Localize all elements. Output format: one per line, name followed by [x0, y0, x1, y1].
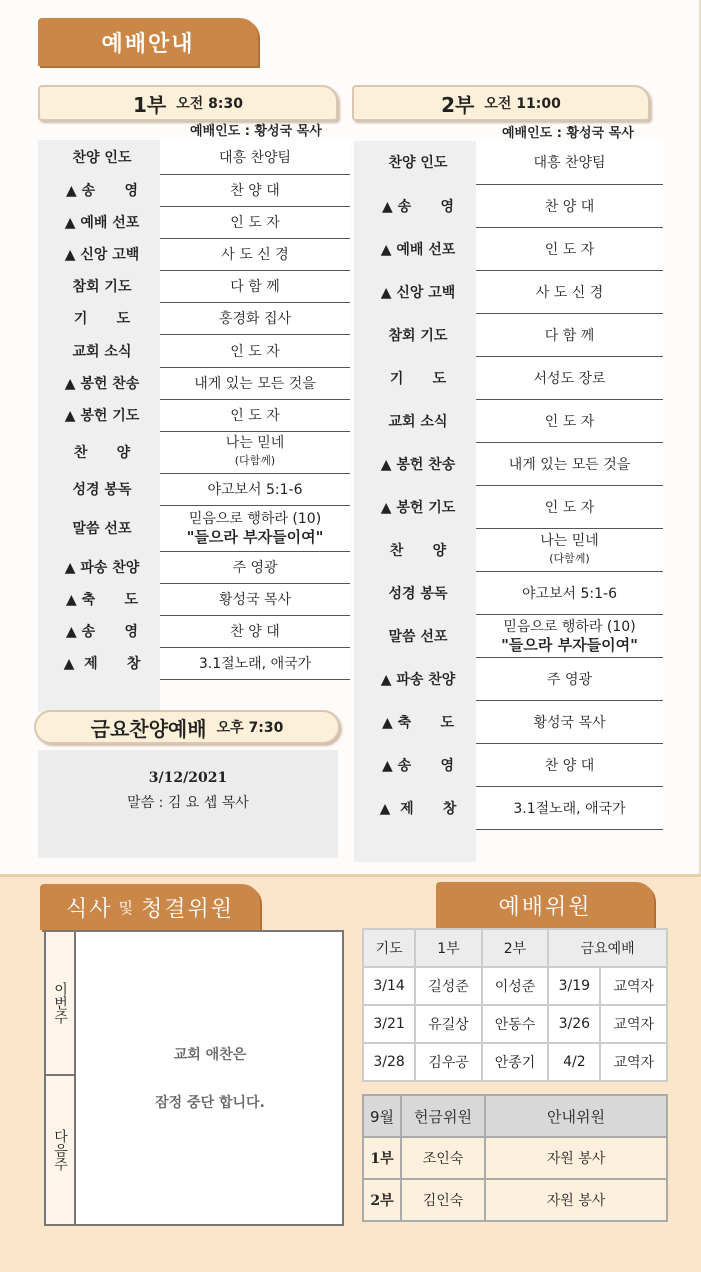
order-row [354, 227, 663, 270]
order-value: 찬 양 대 [160, 615, 350, 647]
order-value: 주 영광 [476, 657, 663, 700]
worship-committee-title: 예배위원 [436, 882, 654, 928]
committee-cell: 안종기 [482, 1043, 549, 1081]
order-label: 찬 양 [354, 528, 476, 571]
order-label: 참회 기도 [38, 270, 160, 302]
offering-service: 1부 [363, 1137, 401, 1179]
order-value: 찬 양 대 [476, 743, 663, 786]
order-row [354, 528, 663, 571]
committee-header: 1부 [415, 929, 482, 967]
order-row [354, 399, 663, 442]
order-padding-row [38, 679, 350, 711]
order-label: ▲ 봉헌 찬송 [354, 442, 476, 485]
offering-row [363, 1137, 667, 1179]
order-value: 3.1절노래, 애국가 [476, 786, 663, 829]
order-value: 사 도 신 경 [476, 270, 663, 313]
order-value: 서성도 장로 [476, 356, 663, 399]
usher-member: 자원 봉사 [485, 1179, 667, 1221]
order-value [476, 614, 663, 657]
cleaning-title-meal: 식사 [65, 896, 113, 922]
order-row [354, 614, 663, 657]
order-label: ▲ 송 영 [354, 743, 476, 786]
cleaning-committee-title [40, 884, 260, 930]
order-value: 황성국 목사 [160, 583, 350, 615]
order-row [354, 141, 663, 184]
usher-member: 자원 봉사 [485, 1137, 667, 1179]
order-value: 주 영광 [160, 551, 350, 583]
offering-usher-table [362, 1094, 668, 1222]
order-label: 찬양 인도 [354, 141, 476, 184]
order-value: 다 함 께 [160, 270, 350, 302]
committee-cell: 4/2 [548, 1043, 600, 1081]
committee-cell: 3/19 [548, 967, 600, 1005]
offering-member: 조인숙 [401, 1137, 485, 1179]
order-row [38, 367, 350, 399]
order-row [38, 270, 350, 302]
committee-cell: 교역자 [600, 967, 667, 1005]
service2-leader: 예배인도 : 황성국 목사 [502, 126, 634, 141]
committee-header: 기도 [363, 929, 415, 967]
offering-row [363, 1179, 667, 1221]
offering-member: 김인숙 [401, 1179, 485, 1221]
order-label: ▲ 송 영 [354, 184, 476, 227]
cleaning-message-line2: 잠정 중단 합니다. [155, 1095, 265, 1111]
order-label: 기 도 [354, 356, 476, 399]
order-value: 인 도 자 [476, 485, 663, 528]
order-padding-row [354, 829, 663, 861]
committee-cell: 안동수 [482, 1005, 549, 1043]
committee-cell: 3/26 [548, 1005, 600, 1043]
order-label: 말씀 선포 [38, 505, 160, 551]
order-row [354, 313, 663, 356]
offering-month: 9월 [363, 1095, 401, 1137]
cleaning-committee-box [44, 930, 344, 1226]
order-label: 성경 봉독 [38, 473, 160, 505]
order-value: 인 도 자 [160, 206, 350, 238]
worship-committee-table [362, 928, 668, 1082]
value-column-padding [476, 829, 663, 861]
order-value: 대흥 찬양팀 [160, 140, 350, 174]
offering-service: 2부 [363, 1179, 401, 1221]
order-row [354, 657, 663, 700]
this-week-label: 이번주 [46, 932, 76, 1076]
order-row [38, 140, 350, 174]
order-label: 찬 양 [38, 431, 160, 473]
friday-service-time: 오후 7:30 [216, 720, 284, 736]
committee-header-row [363, 929, 667, 967]
order-row [354, 743, 663, 786]
order-row [354, 442, 663, 485]
label-column-padding [354, 829, 476, 861]
order-label: 말씀 선포 [354, 614, 476, 657]
order-value: 다 함 께 [476, 313, 663, 356]
order-row [38, 399, 350, 431]
next-week-label: 다음주 [46, 1076, 76, 1224]
cleaning-message-line1: 교회 애찬은 [173, 1047, 247, 1063]
order-label: ▲ 예배 선포 [354, 227, 476, 270]
order-label: ▲ 축 도 [354, 700, 476, 743]
committee-row [363, 1043, 667, 1081]
order-label: ▲ 봉헌 찬송 [38, 367, 160, 399]
committee-cell: 3/21 [363, 1005, 415, 1043]
service1-header [38, 85, 338, 121]
service2-order-table [354, 141, 663, 862]
order-value-main: 나는 믿네 [540, 532, 599, 549]
order-value-sub: "들으라 부자들이여" [501, 635, 638, 654]
order-value [476, 528, 663, 571]
friday-service-header [34, 710, 340, 744]
committee-cell: 길성준 [415, 967, 482, 1005]
order-value: 찬 양 대 [160, 174, 350, 206]
page-title: 예배안내 [38, 18, 258, 66]
order-value: 사 도 신 경 [160, 238, 350, 270]
order-row [354, 786, 663, 829]
order-value-main: 믿음으로 행하라 (10) [503, 618, 636, 635]
friday-speaker: 말씀 : 김 요 셉 목사 [127, 795, 249, 811]
order-row [38, 238, 350, 270]
order-value-main: 믿음으로 행하라 (10) [188, 511, 322, 527]
order-row [38, 206, 350, 238]
order-label: ▲ 파송 찬양 [354, 657, 476, 700]
order-row [38, 583, 350, 615]
service2-time: 오전 11:00 [484, 96, 561, 112]
order-value [160, 505, 350, 551]
order-value: 내게 있는 모든 것을 [476, 442, 663, 485]
order-value: 내게 있는 모든 것을 [160, 367, 350, 399]
order-label: ▲ 축 도 [38, 583, 160, 615]
order-label: ▲ 신앙 고백 [38, 238, 160, 270]
order-value: 홍경화 집사 [160, 302, 350, 334]
order-value: 야고보서 5:1-6 [476, 571, 663, 614]
service1-name: 1부 [133, 92, 167, 117]
cleaning-message [78, 932, 342, 1224]
order-value: 찬 양 대 [476, 184, 663, 227]
offering-col-header: 헌금위원 [401, 1095, 485, 1137]
order-label: ▲ 봉헌 기도 [38, 399, 160, 431]
value-column-padding [160, 679, 350, 711]
order-label: ▲ 제 창 [38, 647, 160, 679]
service1-leader: 예배인도 : 황성국 목사 [190, 124, 322, 139]
order-label: ▲ 예배 선포 [38, 206, 160, 238]
order-row [38, 505, 350, 551]
order-value: 인 도 자 [160, 334, 350, 367]
order-row [354, 485, 663, 528]
order-value [160, 431, 350, 473]
order-value: 3.1절노래, 애국가 [160, 647, 350, 679]
order-row [354, 571, 663, 614]
order-row [38, 302, 350, 334]
order-value-sub: "들으라 부자들이여" [186, 528, 324, 546]
committee-cell: 김우공 [415, 1043, 482, 1081]
order-row [38, 615, 350, 647]
service1-order-table [38, 140, 350, 712]
order-label: ▲ 송 영 [38, 174, 160, 206]
order-label: 찬양 인도 [38, 140, 160, 174]
order-value: 인 도 자 [476, 227, 663, 270]
order-label: ▲ 봉헌 기도 [354, 485, 476, 528]
cleaning-title-and: 및 [118, 898, 135, 917]
label-column-padding [38, 679, 160, 711]
order-label: 참회 기도 [354, 313, 476, 356]
committee-row [363, 1005, 667, 1043]
order-value: 대흥 찬양팀 [476, 141, 663, 184]
order-label: ▲ 신앙 고백 [354, 270, 476, 313]
order-row [38, 174, 350, 206]
committee-cell: 3/14 [363, 967, 415, 1005]
order-value-main: 나는 믿네 [225, 435, 285, 451]
order-label: ▲ 제 창 [354, 786, 476, 829]
committee-cell: 3/28 [363, 1043, 415, 1081]
usher-col-header: 안내위원 [485, 1095, 667, 1137]
order-row [38, 431, 350, 473]
order-value-sub: (다함께) [549, 551, 590, 565]
order-row [354, 184, 663, 227]
order-row [354, 356, 663, 399]
friday-date: 3/12/2021 [148, 770, 228, 786]
friday-service-box [38, 750, 338, 858]
order-label: 교회 소식 [354, 399, 476, 442]
order-row [38, 473, 350, 505]
committee-header: 2부 [482, 929, 549, 967]
order-value: 인 도 자 [160, 399, 350, 431]
cleaning-title-clean: 청결위원 [141, 896, 235, 922]
order-value: 황성국 목사 [476, 700, 663, 743]
order-row [354, 270, 663, 313]
service1-time: 오전 8:30 [176, 96, 243, 112]
service2-header [352, 85, 650, 121]
committee-cell: 이성준 [482, 967, 549, 1005]
order-label: ▲ 송 영 [38, 615, 160, 647]
friday-service-name: 금요찬양예배 [90, 716, 207, 741]
committee-cell: 교역자 [600, 1005, 667, 1043]
order-label: 기 도 [38, 302, 160, 334]
committee-row [363, 967, 667, 1005]
order-label: ▲ 파송 찬양 [38, 551, 160, 583]
offering-header-row [363, 1095, 667, 1137]
committee-cell: 유길상 [415, 1005, 482, 1043]
order-row [38, 647, 350, 679]
committee-cell: 교역자 [600, 1043, 667, 1081]
order-row [354, 700, 663, 743]
order-value: 야고보서 5:1-6 [160, 473, 350, 505]
order-row [38, 551, 350, 583]
service2-name: 2부 [441, 92, 475, 117]
order-label: 교회 소식 [38, 334, 160, 367]
committee-header: 금요예배 [548, 929, 667, 967]
order-value: 인 도 자 [476, 399, 663, 442]
order-label: 성경 봉독 [354, 571, 476, 614]
order-row [38, 334, 350, 367]
order-value-sub: (다함께) [234, 454, 276, 467]
